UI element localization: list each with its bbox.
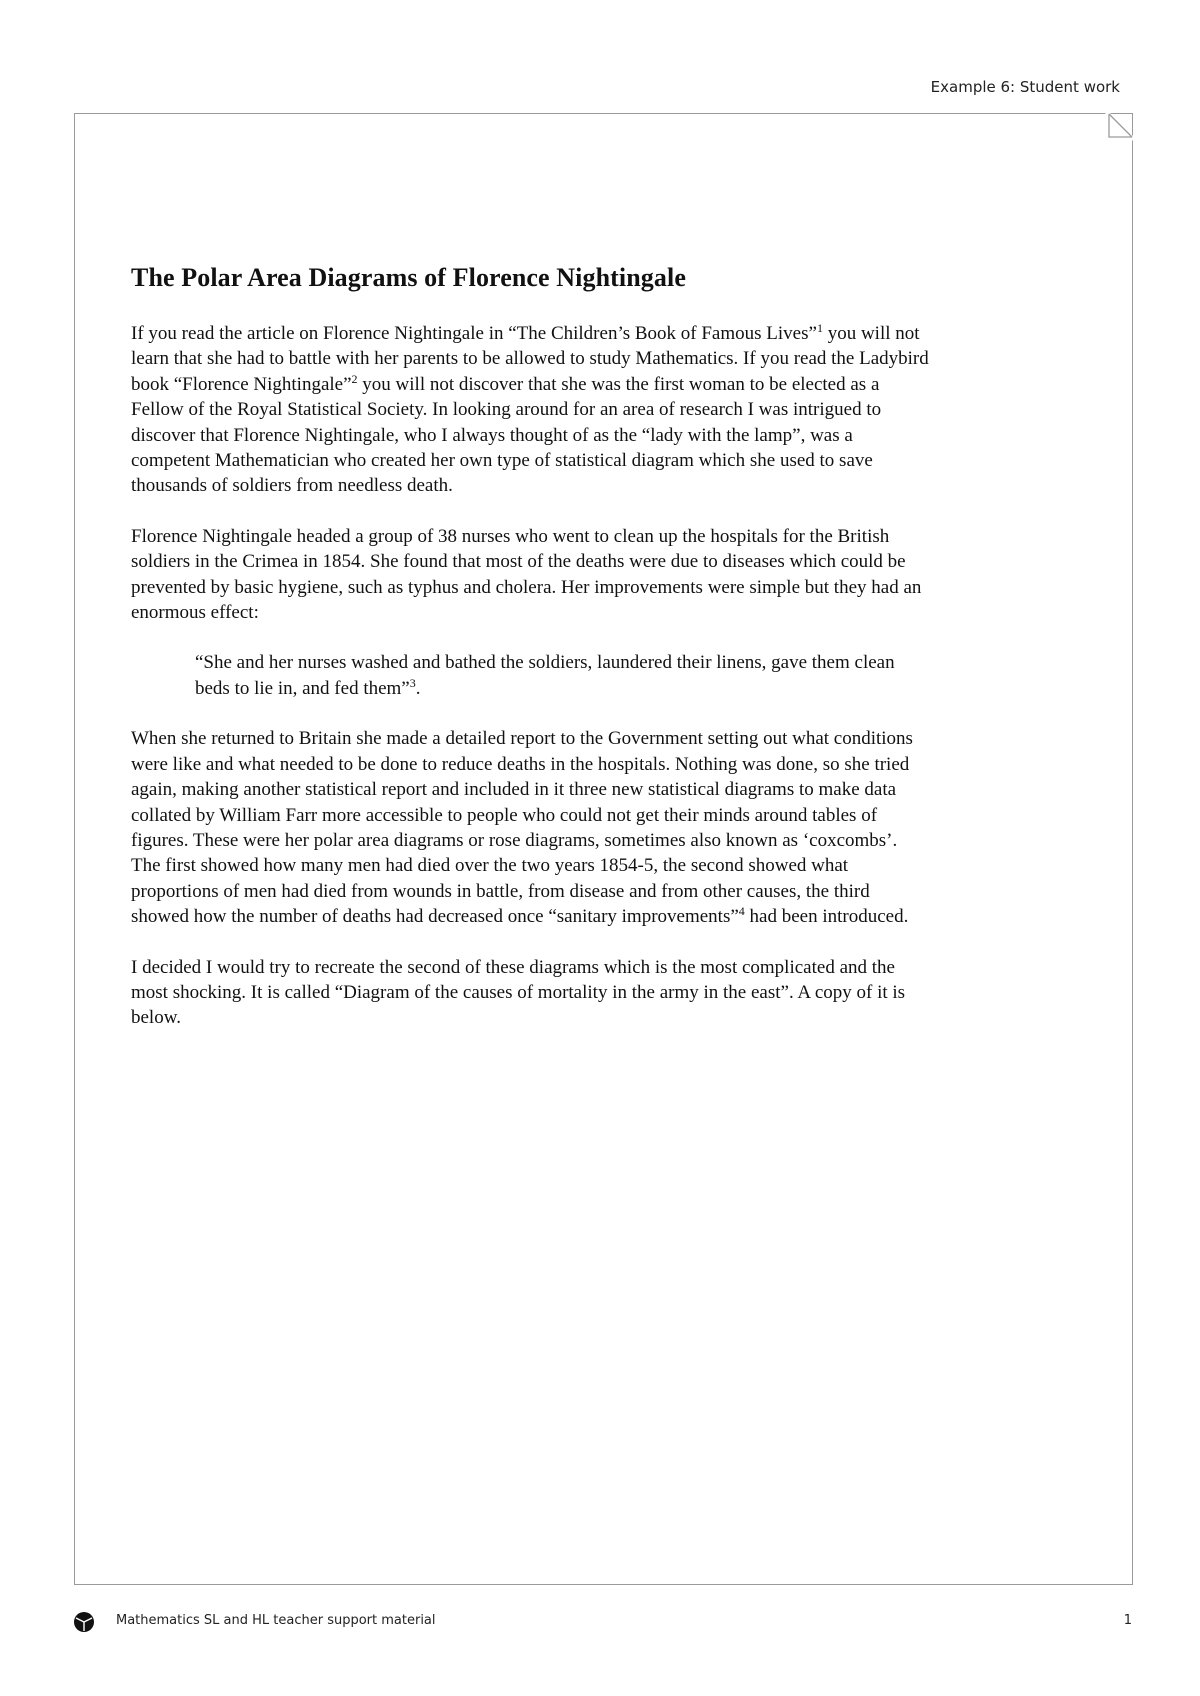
paragraph-1-text-b: you will not learn that she had to battle with her parents to be allowed to study Mathematics. If you read the Ladybird book “Florence Nightingale” (131, 323, 929, 395)
paragraph-3 (131, 726, 931, 929)
paragraph-3-text-a: When she returned to Britain she made a detailed report to the Government setting out what conditions were like and what needed to be done to reduce deaths in the hospitals. Nothing was done, so she tried again, making another statistical report and included in it three new statistical diagrams to make data collated by William Farr more accessible to people who could not get their minds around tables of figures. These were her polar area diagrams or rose diagrams, sometimes also known as ‘coxcombs’. The first showed how many men had died over the two years 1854-5, the second showed what proportions of men had died from wounds in battle, from disease and from other causes, the third showed how the number of deaths had decreased once “sanitary improvements” (131, 728, 913, 928)
paragraph-1 (131, 321, 931, 499)
document-title: The Polar Area Diagrams of Florence Nightingale (131, 263, 686, 292)
footnote-ref-1: 1 (816, 321, 823, 335)
paragraph-4: I decided I would try to recreate the second of these diagrams which is the most complicated and the most shocking. It is called “Diagram of the causes of mortality in the army in the east”. A copy of it is below. (131, 956, 906, 1029)
paragraph-1-text-c: you will not discover that she was the first woman to be elected as a Fellow of the Royal Statistical Society. In looking around for an area of research I was intrigued to discover that Florence Nightingale, who I always thought of as the “lady with the lamp”, was a competent Mathematician who created her own type of statistical diagram which she used to save thousands of soldiers from needless death. (131, 373, 882, 497)
paragraph-2: Florence Nightingale headed a group of 38 nurses who went to clean up the hospitals for the British soldiers in the Crimea in 1854. She found that most of the deaths were due to diseases which could be prevented by basic hygiene, such as typhus and cholera. Her improvements were simple but they had an enormous effect: (131, 525, 922, 624)
paragraph-3-text-b: had been introduced. (744, 906, 909, 928)
footnote-ref-3: 3 (409, 675, 416, 690)
quote-end: . (415, 677, 421, 699)
folded-corner-icon (1104, 112, 1134, 142)
header-label: Example 6: Student work (930, 78, 1120, 96)
block-quote (195, 650, 895, 701)
document-body (131, 263, 931, 1056)
page-number: 1 (1123, 1613, 1132, 1628)
footnote-ref-4: 4 (738, 904, 745, 919)
paragraph-1-text-a: If you read the article on Florence Nightingale in “The Children’s Book of Famous Lives” (131, 323, 817, 344)
footer-subject: Mathematics SL and HL teacher support material (116, 1613, 436, 1628)
quote-text: “She and her nurses washed and bathed the soldiers, laundered their linens, gave them clean beds to lie in, and fed them” (195, 652, 895, 699)
page-footer (72, 1610, 1132, 1634)
ib-logo-icon (72, 1610, 98, 1634)
footnote-ref-2: 2 (351, 371, 358, 386)
